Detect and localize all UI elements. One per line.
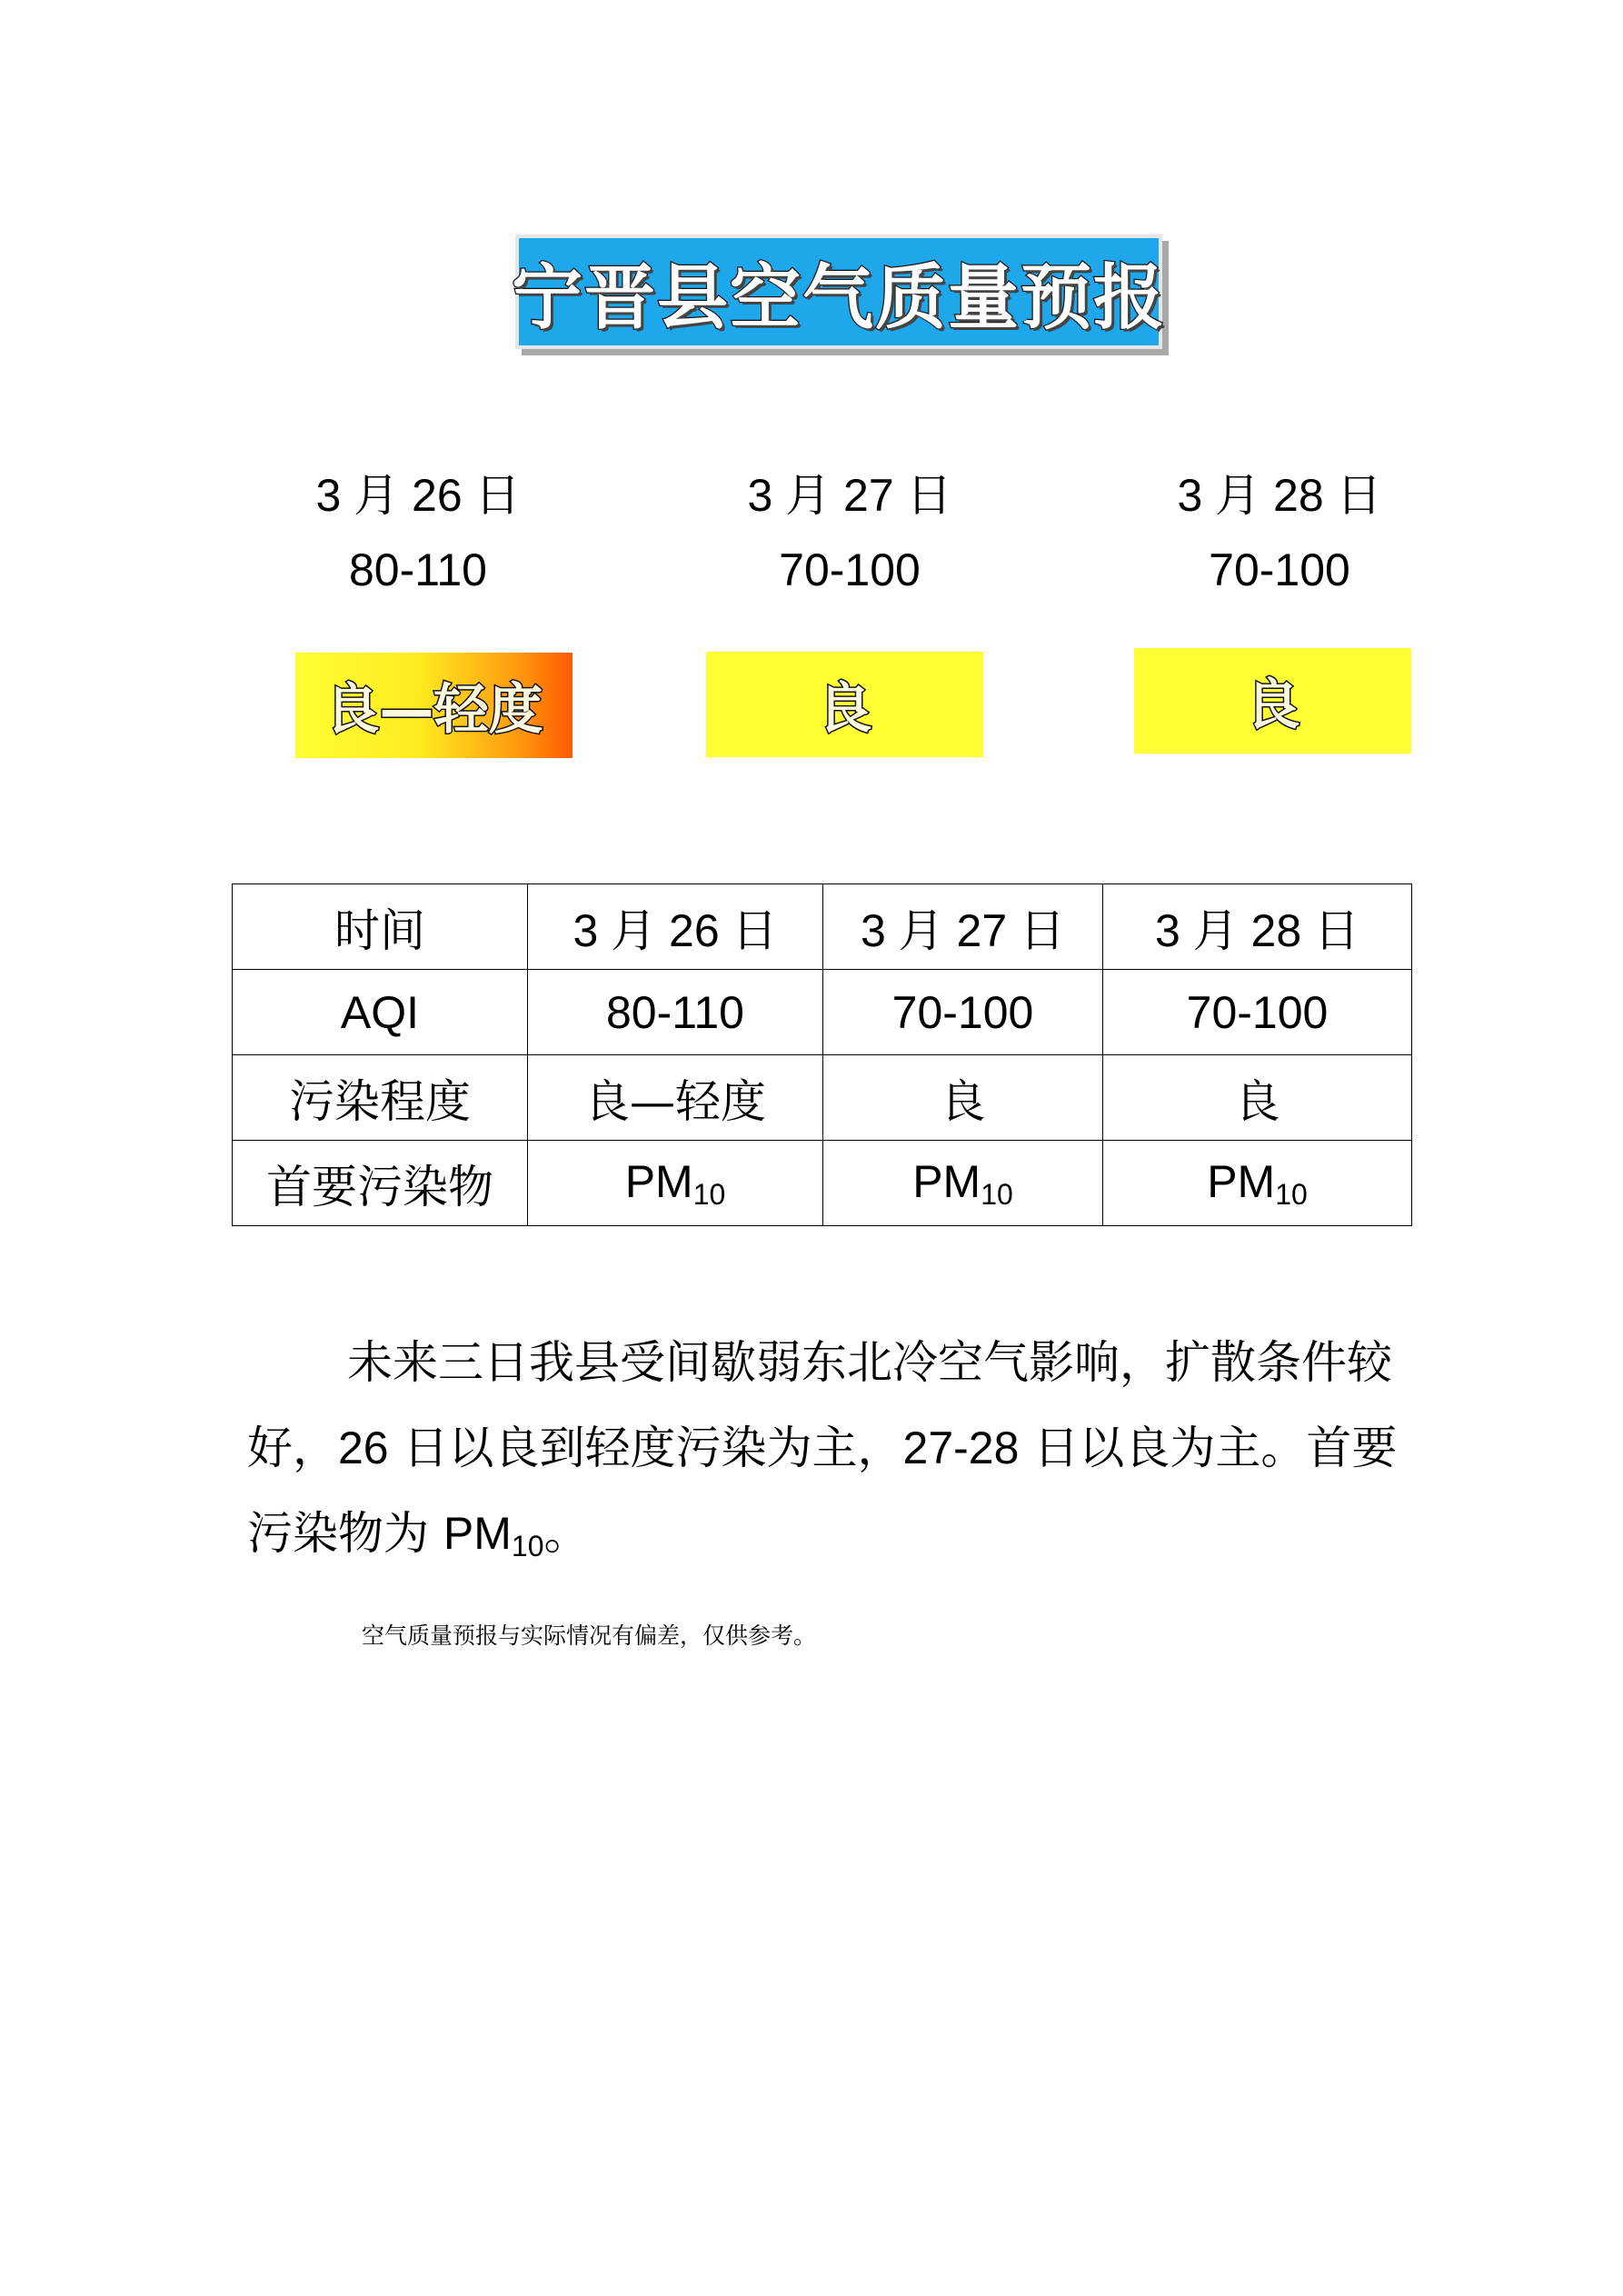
forecast-date: 3 月 27 日 — [747, 470, 952, 521]
summary-text: 日以良为主。首要污染物为 — [247, 1422, 1398, 1560]
table-cell-aqi: 70-100 — [1103, 970, 1412, 1055]
table-cell-level: 良 — [1103, 1055, 1412, 1141]
summary-text: 日以良到轻度污染为主， — [388, 1422, 903, 1474]
row-header-aqi: AQI — [233, 970, 528, 1055]
pollutant-subscript: 10 — [981, 1177, 1013, 1211]
table-cell-pollutant — [823, 1141, 1103, 1226]
forecast-summary — [247, 1320, 1401, 1589]
forecast-day-2 — [713, 459, 986, 614]
pollutant-subscript: 10 — [692, 1177, 726, 1211]
pollutant-subscript: 10 — [1275, 1177, 1308, 1211]
forecast-aqi: 70-100 — [779, 544, 921, 595]
forecast-level: 良 — [1245, 674, 1300, 737]
forecast-day-3 — [1143, 459, 1416, 614]
forecast-date: 3 月 28 日 — [1177, 470, 1382, 521]
forecast-level: 良—轻度 — [324, 678, 543, 742]
table-row — [233, 1141, 1412, 1226]
table-row — [233, 970, 1412, 1055]
table-cell-pollutant — [1103, 1141, 1412, 1226]
page-title: 宁晋县空气质量预报 — [512, 257, 1167, 339]
row-header-pollutant: 首要污染物 — [233, 1141, 528, 1226]
summary-text: 26 — [338, 1423, 389, 1473]
table-cell-aqi: 70-100 — [823, 970, 1103, 1055]
summary-text: PM — [443, 1508, 512, 1559]
table-cell-aqi: 80-110 — [528, 970, 823, 1055]
pollutant-name: PM — [1207, 1155, 1276, 1207]
pollutant-name: PM — [912, 1155, 981, 1207]
summary-text: 。 — [543, 1507, 590, 1560]
table-row — [233, 884, 1412, 970]
row-header-level: 污染程度 — [233, 1055, 528, 1141]
disclaimer-note: 空气质量预报与实际情况有偏差，仅供参考。 — [362, 1622, 817, 1649]
table-cell-level: 良 — [823, 1055, 1103, 1141]
title-banner — [512, 235, 1167, 349]
table-cell-date: 3 月 28 日 — [1103, 884, 1412, 970]
table-cell-date: 3 月 26 日 — [528, 884, 823, 970]
table-row — [233, 1055, 1412, 1141]
summary-text: 未来三日我县受间歇弱东北冷空气影响，扩散条件较好， — [247, 1336, 1392, 1474]
table-cell-date: 3 月 27 日 — [823, 884, 1103, 970]
summary-text: 27-28 — [902, 1423, 1020, 1473]
forecast-date: 3 月 26 日 — [315, 470, 521, 521]
aqi-forecast-table — [232, 883, 1412, 1226]
forecast-level: 良 — [817, 677, 872, 741]
forecast-aqi: 80-110 — [349, 544, 487, 595]
forecast-level-badge — [1134, 648, 1411, 754]
row-header-time: 时间 — [233, 884, 528, 970]
table-cell-level: 良—轻度 — [528, 1055, 823, 1141]
summary-subscript: 10 — [511, 1530, 544, 1562]
table-cell-pollutant — [528, 1141, 823, 1226]
forecast-day-1 — [282, 459, 554, 614]
forecast-level-badge — [295, 653, 573, 758]
pollutant-name: PM — [624, 1155, 693, 1207]
forecast-aqi: 70-100 — [1209, 544, 1350, 595]
forecast-level-badge — [706, 652, 983, 757]
